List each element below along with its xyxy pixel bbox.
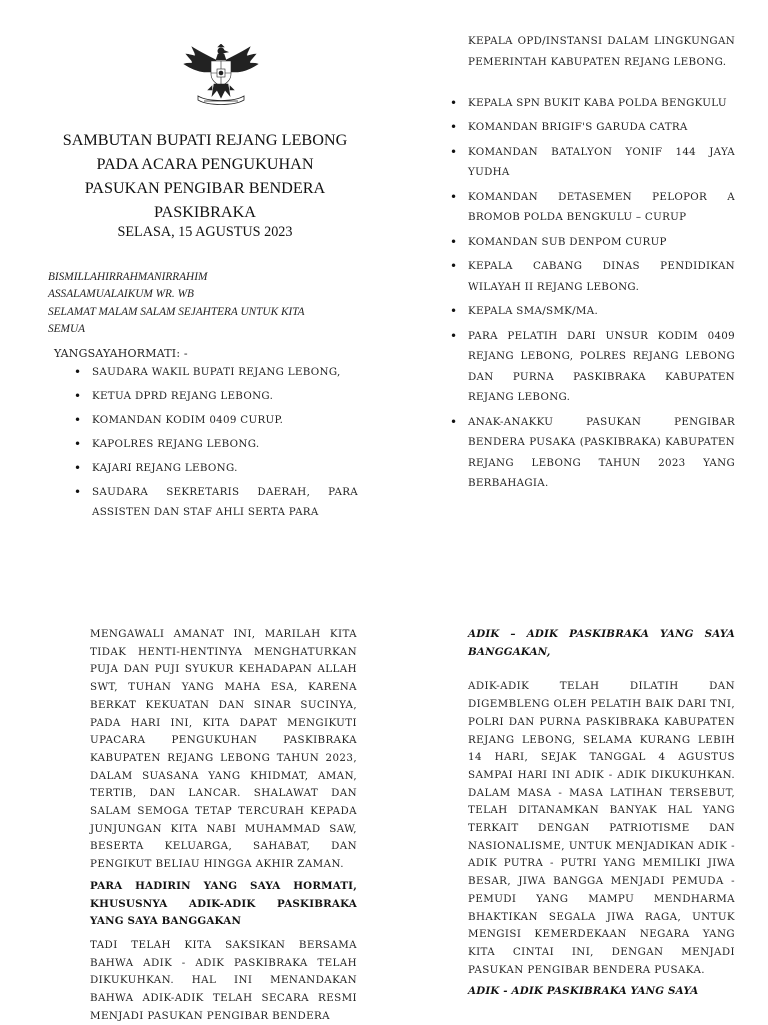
speech-body-right <box>468 626 735 1001</box>
section-heading: ADIK - ADIK PASKIBRAKA YANG SAYA <box>468 985 699 998</box>
title-line: PASKIBRAKA <box>154 203 256 221</box>
list-item: • PARA PELATIH DARI UNSUR KODIM 0409 REJANG LEBONG, POLRES REJANG LEBONG DAN PURNA PASKIBRAKA KABUPATEN REJANG LEBONG. <box>450 326 735 408</box>
list-item: • KOMANDAN BATALYON YONIF 144 JAYA YUDHA <box>450 142 735 183</box>
speech-body-left <box>90 626 357 1025</box>
list-item: • KOMANDAN SUB DENPOM CURUP <box>450 232 735 253</box>
document-date: SELASA, 15 AGUSTUS 2023 <box>117 224 293 240</box>
list-item: • KEPALA SMA/SMK/MA. <box>450 301 735 322</box>
greeting-line: ASSALAMUALAIKUM WR. WB <box>48 288 194 301</box>
title-line: PADA ACARA PENGUKUHAN <box>96 155 314 173</box>
title-line: SAMBUTAN BUPATI REJANG LEBONG <box>62 131 348 149</box>
section-heading: PARA HADIRIN YANG SAYA HORMATI, KHUSUSNYA ADIK-ADIK PASKIBRAKA YANG SAYA BANGGAKAN <box>90 879 357 928</box>
salutation-label: YANGSAYAHORMATI: - <box>54 347 188 360</box>
opening-greeting <box>48 269 368 339</box>
honored-guests-list <box>74 362 358 526</box>
list-item: • SAUDARA WAKIL BUPATI REJANG LEBONG, <box>74 362 358 382</box>
list-item: • KOMANDAN BRIGIF'S GARUDA CATRA <box>450 117 735 138</box>
list-item: • KOMANDAN KODIM 0409 CURUP. <box>74 410 358 430</box>
list-item: • KEPALA SPN BUKIT KABA POLDA BENGKULU <box>450 93 735 114</box>
speech-paragraph: ADIK-ADIK TELAH DILATIH DAN DIGEMBLENG OLEH PELATIH BAIK DARI TNI, POLRI DAN PURNA PASKIBRAKA KABUPATEN REJANG LEBONG, SELAMA KURANG LEBIH 14 HARI, SEJAK TANGGAL 4 AGUSTUS SAMPAI HARI INI ADIK - ADIK DIKUKUHKAN. DALAM MASA - MASA LATIHAN TERSEBUT, TELAH DITANAMKAN BANYAK HAL YANG TERKAIT DENGAN PATRIOTISME DAN NASIONALISME, UNTUK MENJADIKAN ADIK - ADIK PUTRA - PUTRI YANG MEMILIKI JIWA BESAR, JIWA BANGGA MENJADI PEMUDA - PEMUDI YANG MAMPU MENDHARMA BHAKTIKAN SEGALA JIWA RAGA, UNTUK MENGISI KEMERDEKAAN NEGARA YANG KITA CINTAI INI, DENGAN MENJADI PASUKAN PENGIBAR BENDERA PUSAKA. <box>468 680 735 976</box>
section-heading: ADIK – ADIK PASKIBRAKA YANG SAYA BANGGAKAN, <box>468 628 735 658</box>
document-title <box>40 128 370 224</box>
garuda-emblem-icon <box>182 44 260 106</box>
honored-guests-list-continued <box>450 93 735 498</box>
speech-paragraph: MENGAWALI AMANAT INI, MARILAH KITA TIDAK HENTI-HENTINYA MENGHATURKAN PUJA DAN PUJI SYUKUR KEHADAPAN ALLAH SWT, TUHAN YANG MAHA ESA, KARENA BERKAT KEKUATAN DAN SINAR SUCINYA, PADA HARI INI, KITA DAPAT MENGIKUTI UPACARA PENGUKUHAN PASKIBRAKA KABUPATEN REJANG LEBONG TAHUN 2023, DALAM SUASANA YANG KHIDMAT, AMAN, TERTIB, DAN LANCAR. SHALAWAT DAN SALAM SEMOGA TETAP TERCURAH KEPADA JUNJUNGAN KITA NABI MUHAMMAD SAW, BESERTA KELUARGA, SAHABAT, DAN PENGIKUT BELIAU HINGGA AKHIR ZAMAN. <box>90 628 357 871</box>
list-item: • KOMANDAN DETASEMEN PELOPOR A BROMOB POLDA BENGKULU – CURUP <box>450 187 735 228</box>
list-item: • KEPALA CABANG DINAS PENDIDIKAN WILAYAH II REJANG LEBONG. <box>450 256 735 297</box>
list-item: • SAUDARA SEKRETARIS DAERAH, PARA ASSISTEN DAN STAF AHLI SERTA PARA <box>74 482 358 522</box>
greeting-line: SEMUA <box>48 323 86 336</box>
greeting-line: BISMILLAHIRRAHMANIRRAHIM <box>48 271 208 283</box>
list-item: • ANAK-ANAKKU PASUKAN PENGIBAR BENDERA PUSAKA (PASKIBRAKA) KABUPATEN REJANG LEBONG TAHUN 2023 YANG BERBAHAGIA. <box>450 412 735 494</box>
title-line: PASUKAN PENGIBAR BENDERA <box>84 179 326 197</box>
list-item: • KETUA DPRD REJANG LEBONG. <box>74 386 358 406</box>
list-item: • KAJARI REJANG LEBONG. <box>74 458 358 478</box>
list-continuation-text: KEPALA OPD/INSTANSI DALAM LINGKUNGAN PEMERINTAH KABUPATEN REJANG LEBONG. <box>468 35 735 68</box>
greeting-line: SELAMAT MALAM SALAM SEJAHTERA UNTUK KITA <box>48 305 305 318</box>
list-item: • KAPOLRES REJANG LEBONG. <box>74 434 358 454</box>
speech-paragraph: TADI TELAH KITA SAKSIKAN BERSAMA BAHWA ADIK - ADIK PASKIBRAKA TELAH DIKUKUHKAN. HAL INI MENANDAKAN BAHWA ADIK-ADIK TELAH SECARA RESMI MENJADI PASUKAN PENGIBAR BENDERA <box>90 938 357 1022</box>
